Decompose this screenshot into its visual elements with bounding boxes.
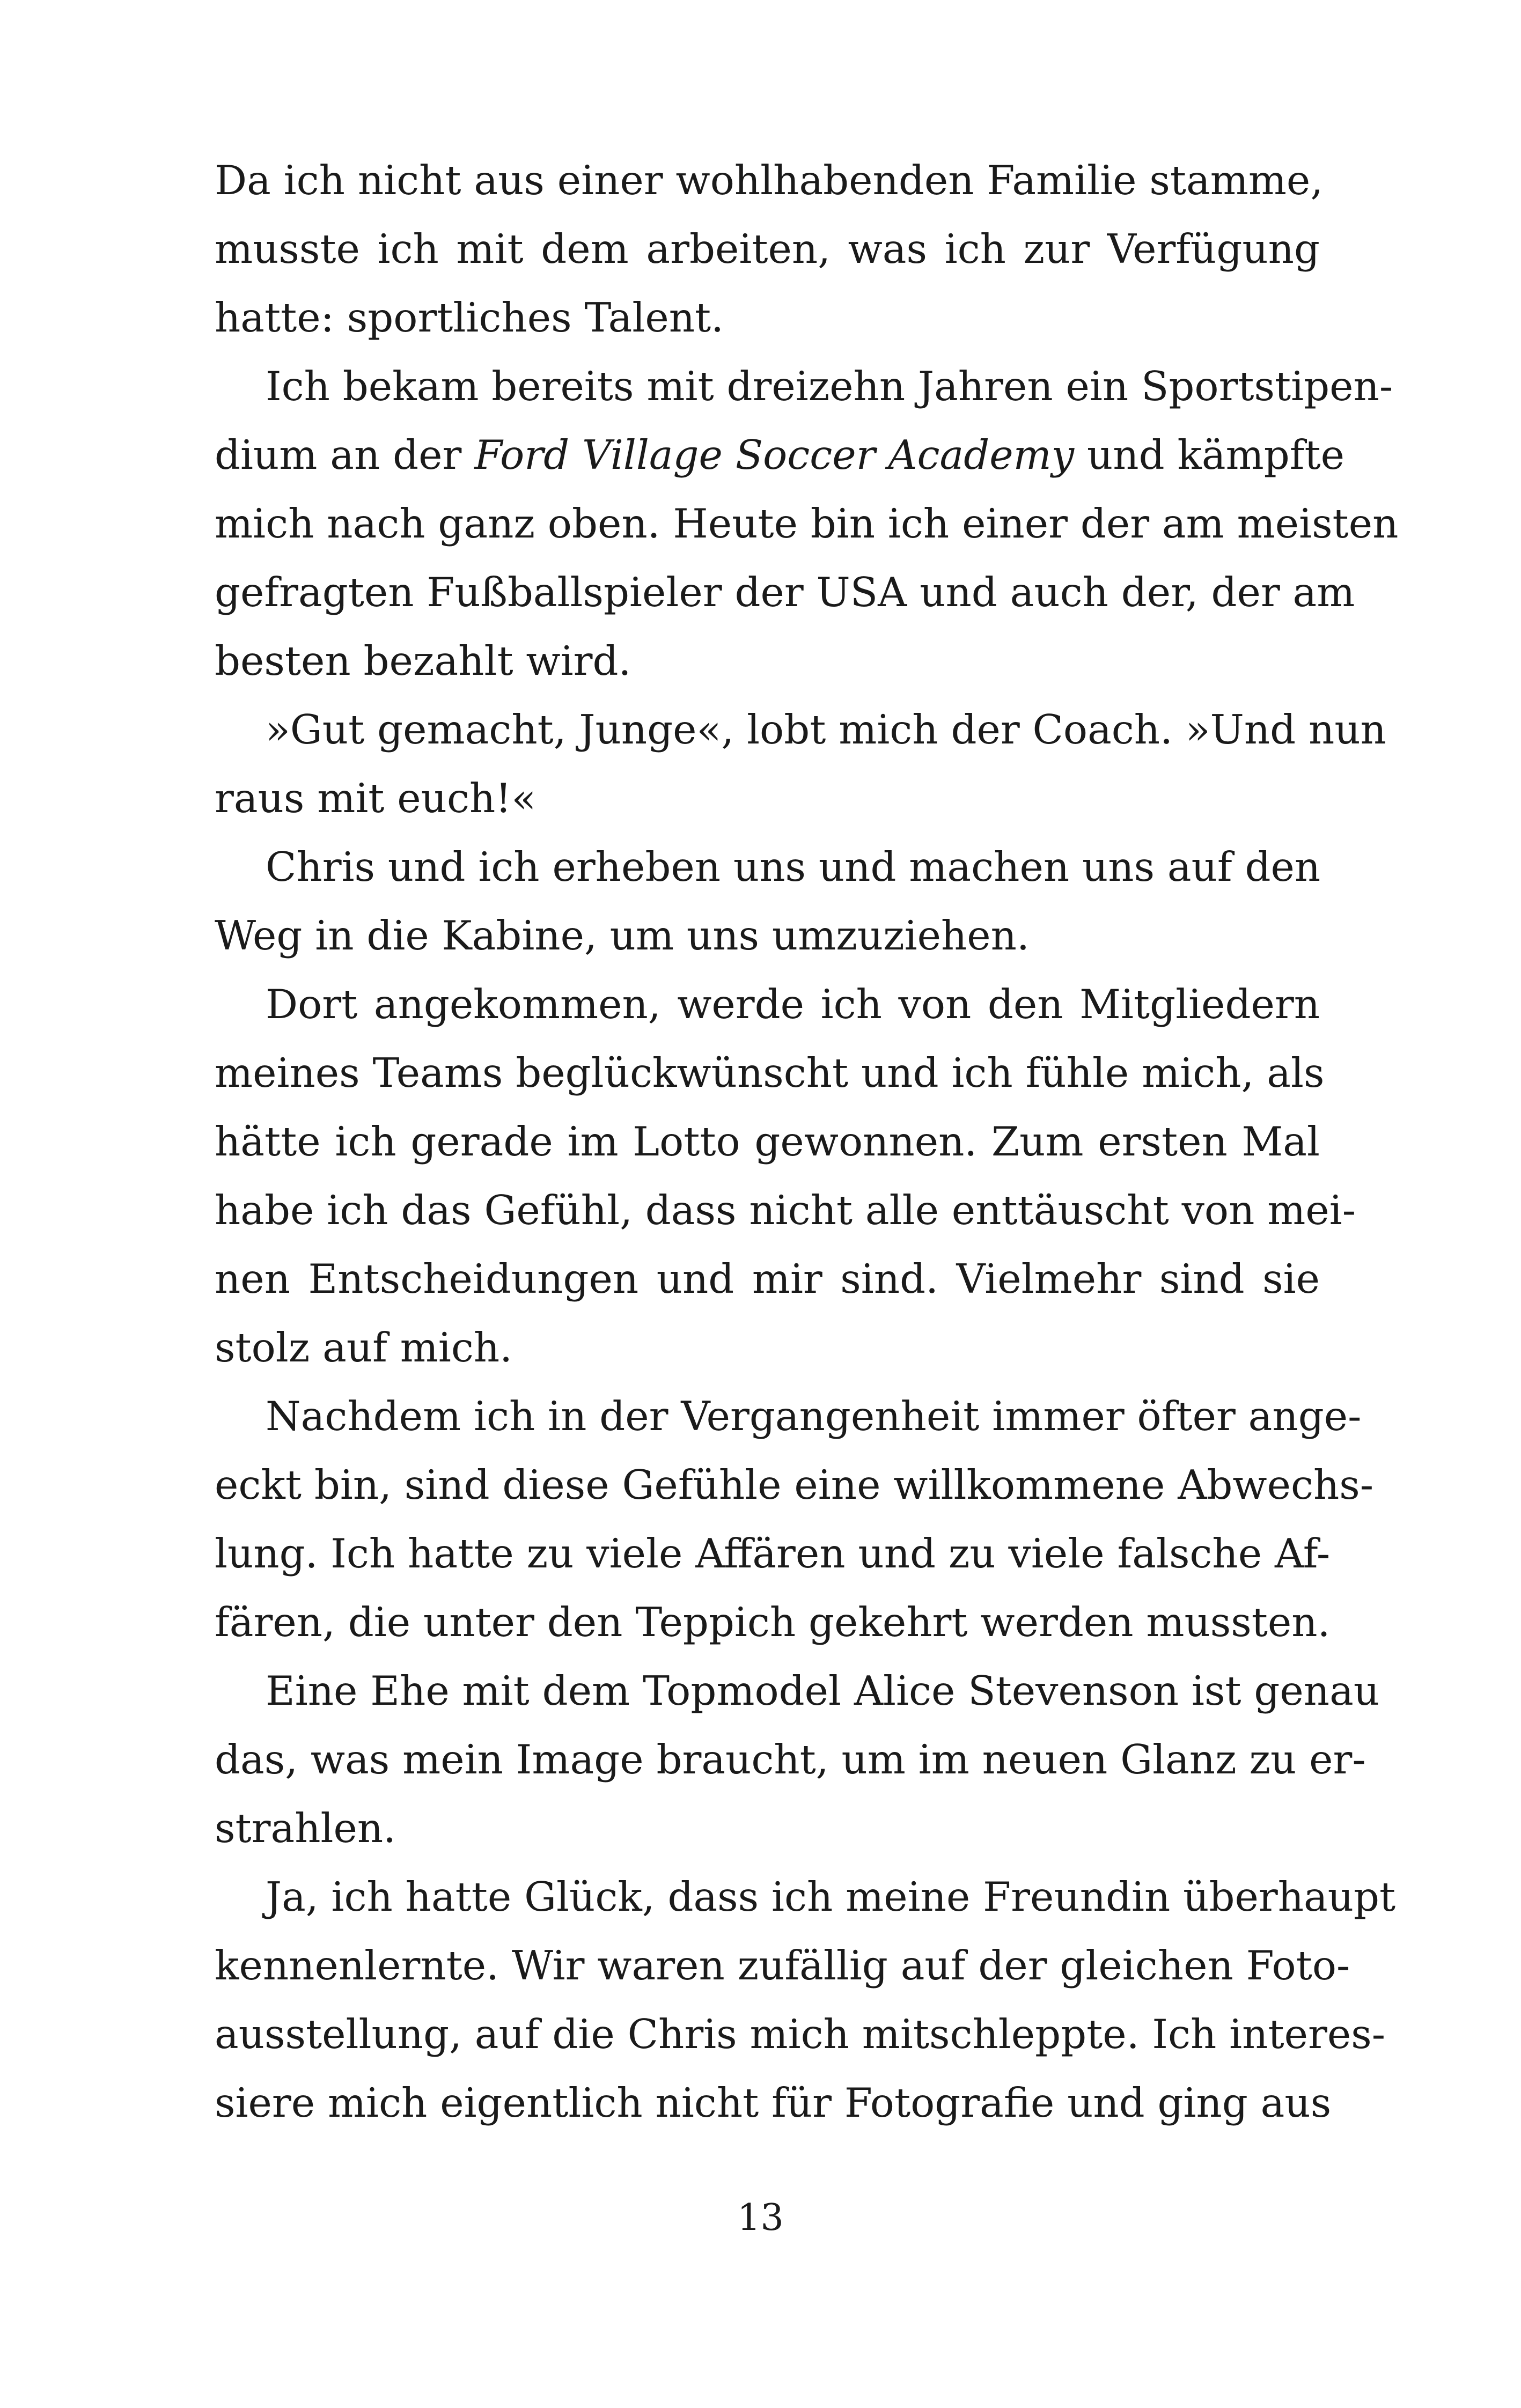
text-line: hatte: sportliches Talent. <box>215 294 724 341</box>
text-line: meines Teams beglückwünscht und ich fühle mich, als <box>215 1049 1325 1096</box>
text-line: Chris und ich erheben uns und machen uns auf den <box>266 843 1321 890</box>
body-text <box>215 146 1399 2137</box>
text-line: hätte ich gerade im Lotto gewonnen. Zum ersten Mal <box>215 1118 1320 1165</box>
text-line: kennenlernte. Wir waren zufällig auf der gleichen Foto- <box>215 1942 1350 1989</box>
text-line: stolz auf mich. <box>215 1324 512 1371</box>
text-line: Eine Ehe mit dem Topmodel Alice Stevenson ist genau <box>266 1667 1380 1714</box>
text-line: Da ich nicht aus einer wohlhabenden Familie stamme, <box>215 157 1324 204</box>
text-line: strahlen. <box>215 1805 396 1852</box>
text-line-with-italic: dium an der Ford Village Soccer Academy und kämpfte <box>215 431 1345 478</box>
text-line: das, was mein Image braucht, um im neuen Glanz zu er- <box>215 1736 1366 1783</box>
text-line: raus mit euch!« <box>215 775 537 822</box>
text-line: eckt bin, sind diese Gefühle eine willkommene Abwechs- <box>215 1461 1374 1508</box>
text-line: besten bezahlt wird. <box>215 637 631 684</box>
text-line: gefragten Fußballspieler der USA und auch der, der am <box>215 569 1355 616</box>
text-line: fären, die unter den Teppich gekehrt werden mussten. <box>215 1599 1331 1646</box>
text-line: siere mich eigentlich nicht für Fotografie und ging aus <box>215 2079 1332 2126</box>
text-line: habe ich das Gefühl, dass nicht alle enttäuscht von mei- <box>215 1187 1356 1234</box>
text-line: Nachdem ich in der Vergangenheit immer öfter ange- <box>266 1393 1362 1440</box>
text-line: Weg in die Kabine, um uns umzuziehen. <box>215 912 1030 959</box>
text-line: ausstellung, auf die Chris mich mitschleppte. Ich interes- <box>215 2011 1386 2058</box>
text-line: nen Entscheidungen und mir sind. Vielmehr sind sie <box>215 1255 1320 1302</box>
page-number: 13 <box>737 2197 784 2239</box>
text-line: lung. Ich hatte zu viele Affären und zu viele falsche Af- <box>215 1530 1331 1577</box>
text-line: musste ich mit dem arbeiten, was ich zur Verfügung <box>215 225 1320 273</box>
text-line: mich nach ganz oben. Heute bin ich einer der am meisten <box>215 500 1399 547</box>
text-line: »Gut gemacht, Junge«, lobt mich der Coach. »Und nun <box>266 706 1386 753</box>
text-line: Ja, ich hatte Glück, dass ich meine Freundin überhaupt <box>266 1873 1396 1920</box>
text-line: Dort angekommen, werde ich von den Mitgliedern <box>266 981 1320 1028</box>
text-line: Ich bekam bereits mit dreizehn Jahren ein Sportstipen- <box>266 363 1393 410</box>
italic-title: Ford Village Soccer Academy <box>474 431 1075 478</box>
